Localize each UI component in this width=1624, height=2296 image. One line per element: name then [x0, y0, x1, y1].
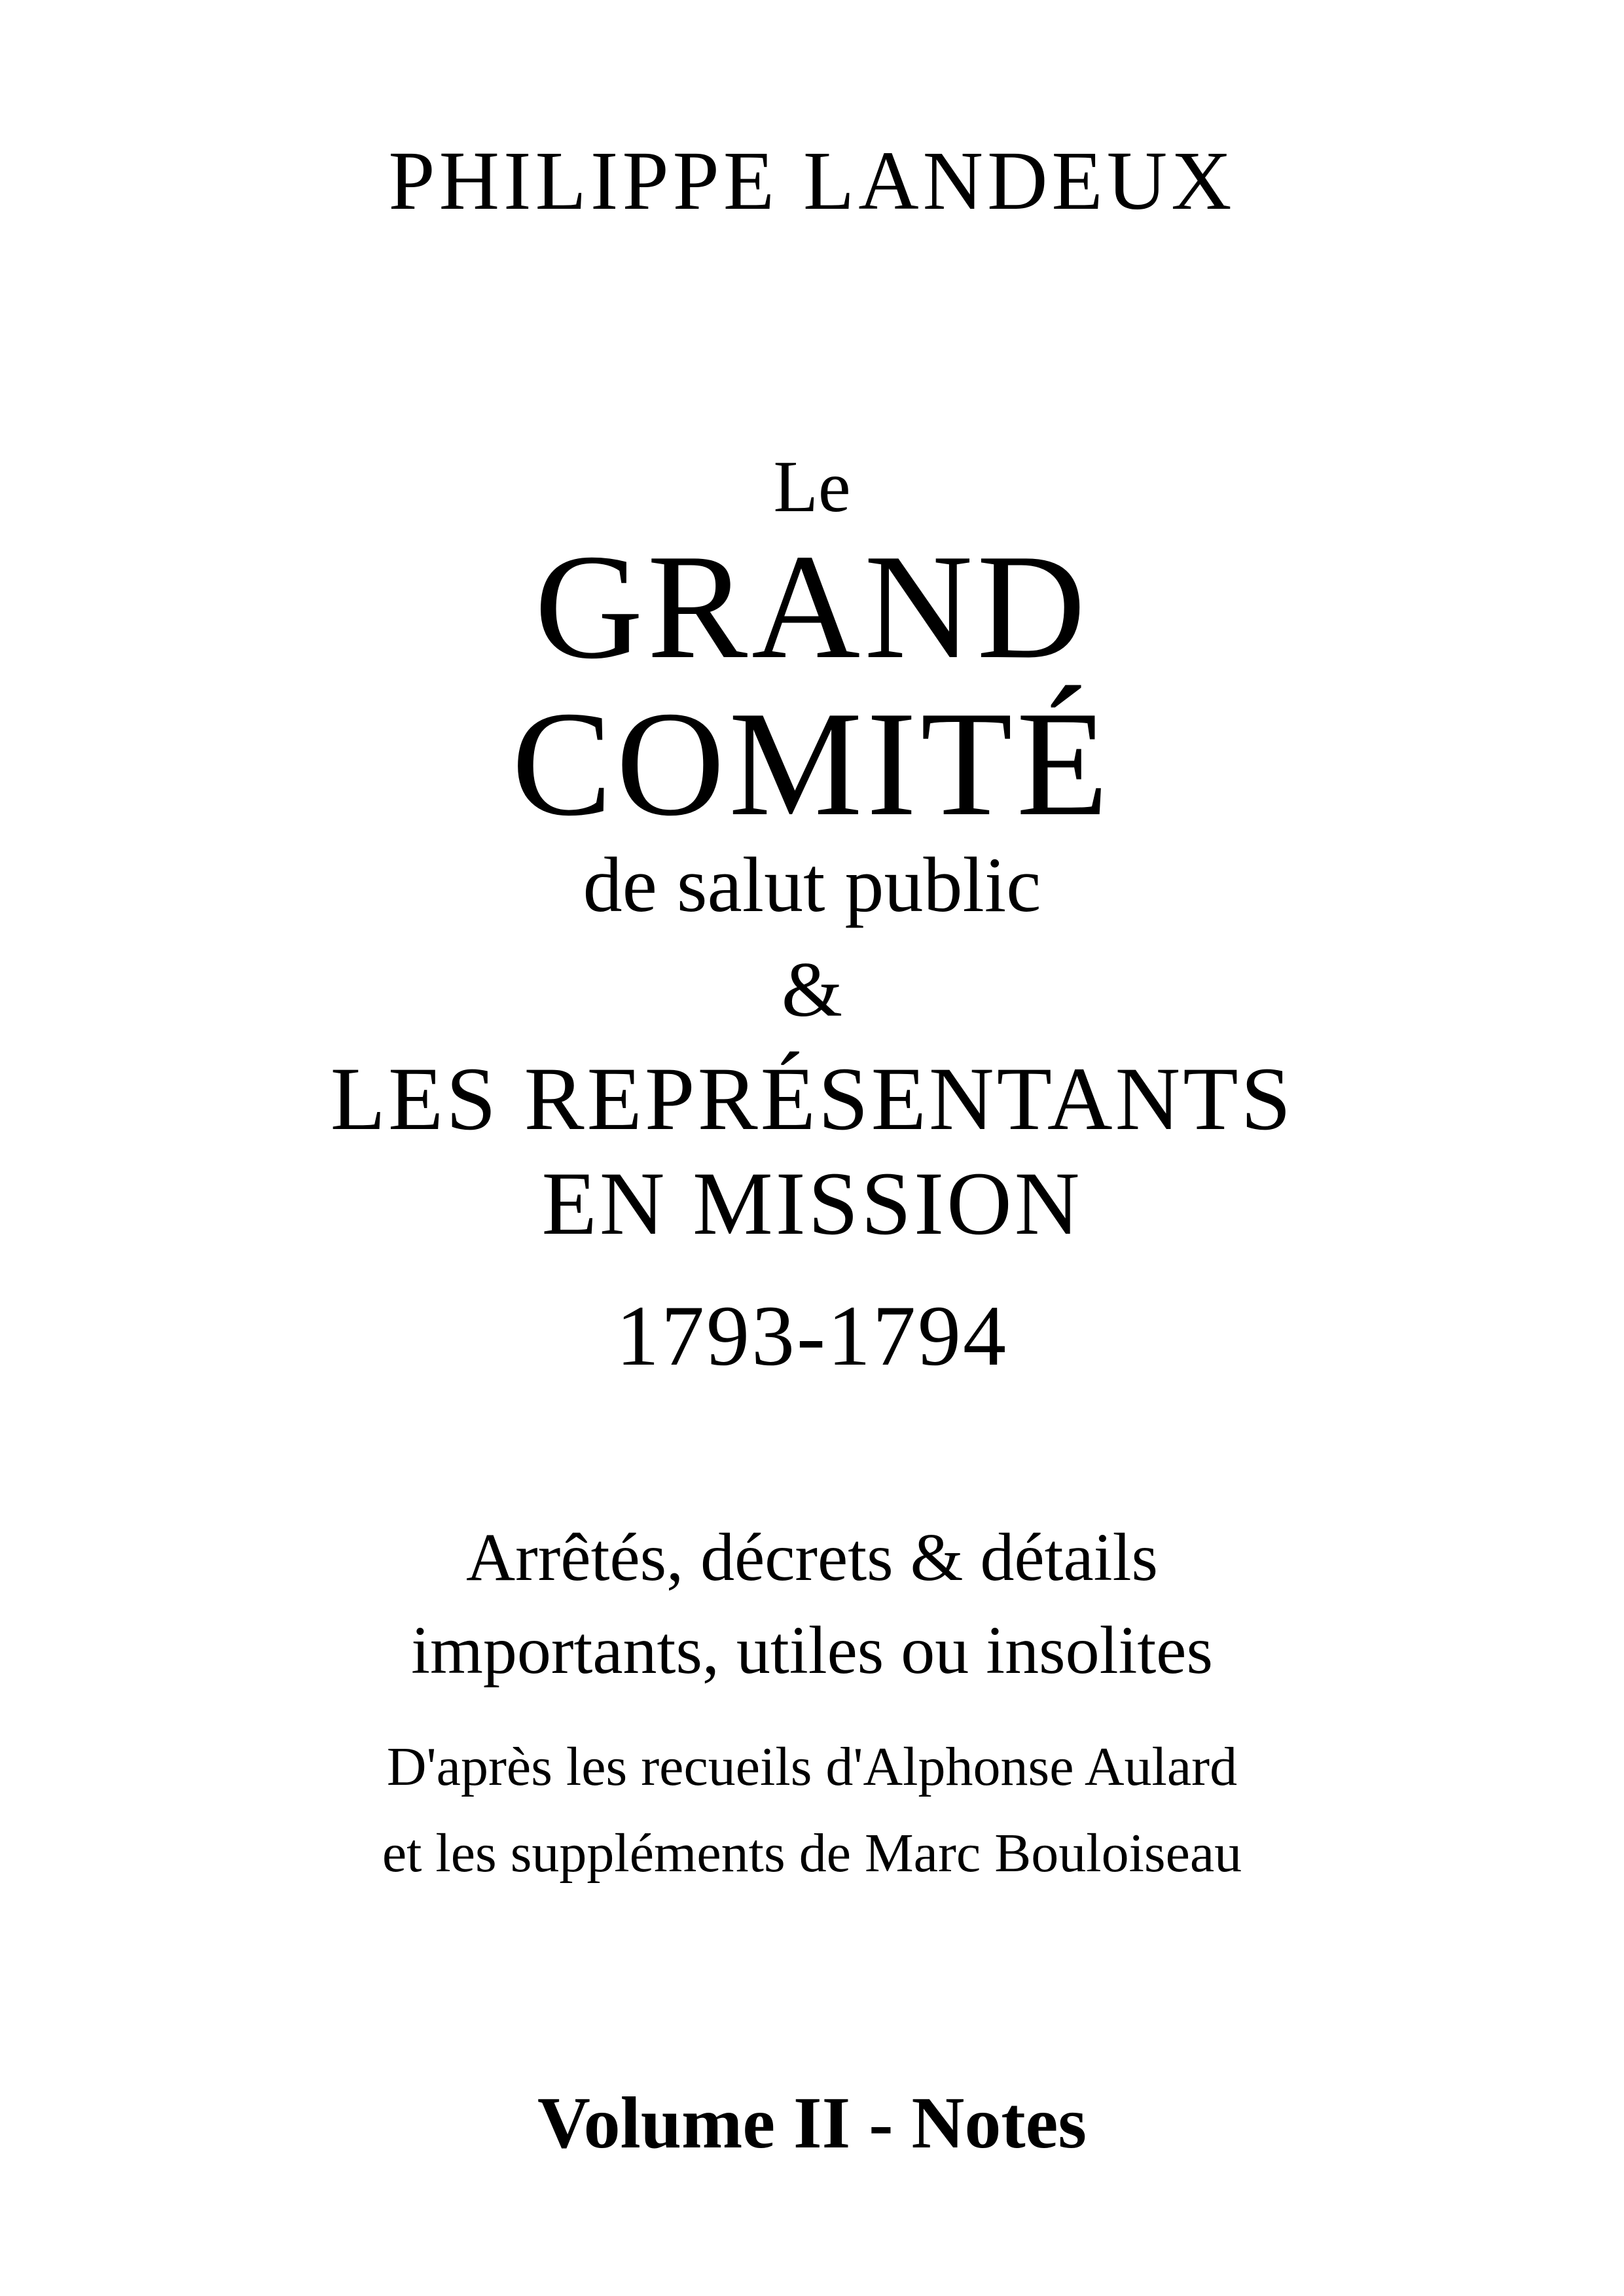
- description-line-1: Arrêtés, décrets & détails: [466, 1520, 1158, 1595]
- source-line-2: et les suppléments de Marc Bouloiseau: [382, 1823, 1242, 1884]
- source-line-1: D'après les recueils d'Alphonse Aulard: [386, 1736, 1238, 1797]
- title-comite: COMITÉ: [511, 680, 1113, 847]
- title-article: Le: [773, 446, 851, 528]
- volume-label: Volume II - Notes: [537, 2083, 1087, 2164]
- title-ampersand: &: [781, 946, 843, 1033]
- title-en-mission: EN MISSION: [541, 1153, 1083, 1253]
- author-name: PHILIPPE LANDEUX: [388, 134, 1236, 227]
- date-range: 1793-1794: [616, 1287, 1008, 1384]
- title-grand: GRAND: [534, 523, 1090, 690]
- title-representants: LES REPRÉSENTANTS: [330, 1049, 1294, 1149]
- title-salut-public: de salut public: [583, 841, 1041, 928]
- description-line-2: importants, utiles ou insolites: [411, 1613, 1213, 1688]
